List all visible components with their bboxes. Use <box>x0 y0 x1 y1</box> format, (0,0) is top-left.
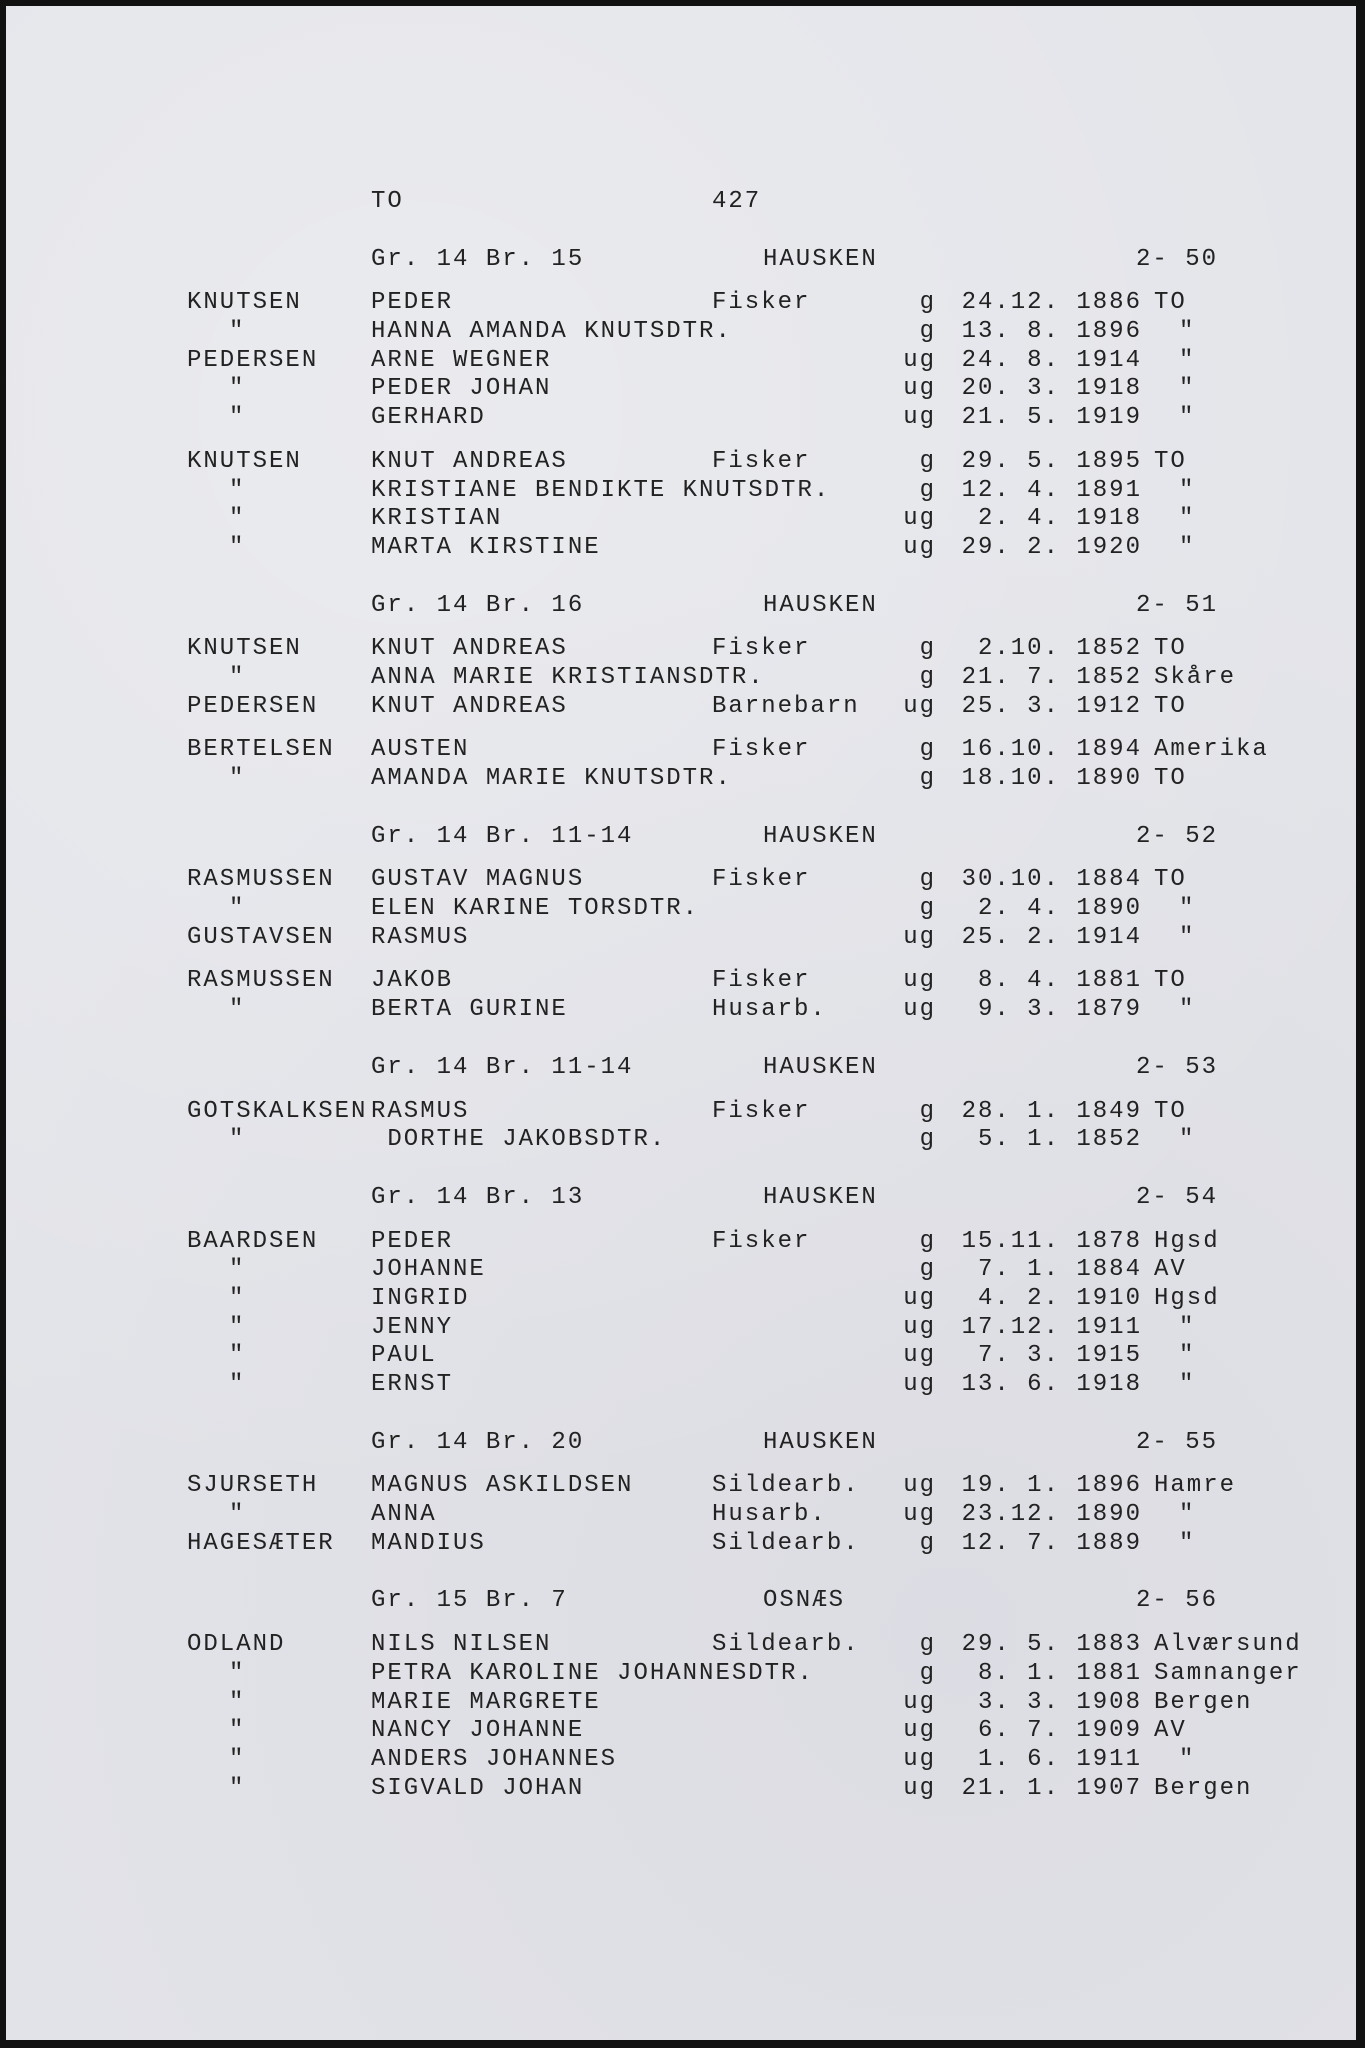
birth-date: 15.11. 1878 <box>961 1227 1142 1255</box>
surname: " <box>229 318 246 346</box>
surname: SJURSETH <box>187 1472 319 1500</box>
farm-number: Gr. 15 Br. 7 <box>371 1587 568 1615</box>
person-row <box>6 1530 1356 1559</box>
group-header <box>6 1429 1356 1458</box>
person-row <box>6 318 1356 347</box>
occupation: Barnebarn <box>712 692 860 720</box>
birth-place: Hgsd <box>1154 1227 1220 1255</box>
given-name: ERNST <box>371 1371 454 1398</box>
person-row <box>6 375 1356 404</box>
birth-place: " <box>1179 1371 1196 1398</box>
marital-status: ug <box>903 346 936 374</box>
birth-place: " <box>1179 1501 1196 1529</box>
surname: " <box>229 1717 246 1745</box>
surname: " <box>229 375 246 403</box>
person-row <box>6 1342 1356 1371</box>
surname: " <box>229 1256 246 1284</box>
birth-date: 25. 3. 1912 <box>961 692 1142 720</box>
given-name: SIGVALD JOHAN <box>371 1774 585 1802</box>
birth-date: 29. 5. 1895 <box>961 447 1142 475</box>
given-name: HANNA AMANDA KNUTSDTR. <box>371 318 732 346</box>
surname: RASMUSSEN <box>187 967 335 995</box>
person-row <box>6 1285 1356 1314</box>
marital-status: ug <box>903 505 936 533</box>
person-row <box>6 1689 1356 1718</box>
given-name: PEDER <box>371 1227 454 1255</box>
surname: GUSTAVSEN <box>187 923 335 951</box>
birth-place: " <box>1179 476 1196 504</box>
given-name: NILS NILSEN <box>371 1631 552 1659</box>
surname: KNUTSEN <box>187 447 302 475</box>
person-row <box>6 1746 1356 1775</box>
person-row <box>6 347 1356 376</box>
birth-date: 18.10. 1890 <box>961 765 1142 792</box>
farm-number: Gr. 14 Br. 20 <box>371 1428 585 1456</box>
occupation: Fisker <box>712 736 811 764</box>
marital-status: ug <box>903 1717 936 1745</box>
marital-status: g <box>919 663 936 691</box>
household-code: 2- 53 <box>1136 1053 1219 1081</box>
person-row <box>6 1256 1356 1285</box>
occupation: Fisker <box>712 289 811 317</box>
household-code: 2- 55 <box>1136 1428 1219 1456</box>
household-group <box>6 1054 1356 1155</box>
given-name: ARNE WEGNER <box>371 346 552 374</box>
birth-date: 8. 1. 1881 <box>961 1659 1142 1687</box>
given-name: KNUT ANDREAS <box>371 447 568 475</box>
household-code: 2- 56 <box>1136 1587 1219 1615</box>
birth-place: TO <box>1154 765 1187 792</box>
occupation: Sildearb. <box>712 1472 860 1500</box>
surname: " <box>229 1659 246 1687</box>
group-header <box>6 823 1356 852</box>
person-row <box>6 1228 1356 1257</box>
birth-place: Samnanger <box>1154 1659 1302 1687</box>
given-name: GUSTAV MAGNUS <box>371 866 585 894</box>
birth-place: AV <box>1154 1256 1187 1284</box>
person-row <box>6 693 1356 722</box>
occupation: Fisker <box>712 866 811 894</box>
birth-date: 24. 8. 1914 <box>961 346 1142 374</box>
birth-place: " <box>1179 404 1196 432</box>
given-name: KNUT ANDREAS <box>371 692 568 720</box>
given-name: PEDER <box>371 289 454 317</box>
group-header <box>6 246 1356 275</box>
birth-date: 28. 1. 1849 <box>961 1097 1142 1125</box>
surname: " <box>229 1774 246 1802</box>
birth-place: Hgsd <box>1154 1284 1220 1312</box>
occupation: Fisker <box>712 1097 811 1125</box>
farm-number: Gr. 14 Br. 11-14 <box>371 822 634 850</box>
given-name: JAKOB <box>371 967 454 995</box>
marital-status: g <box>919 895 936 923</box>
family-block <box>6 635 1356 721</box>
surname: PEDERSEN <box>187 692 319 720</box>
birth-date: 6. 7. 1909 <box>961 1717 1142 1745</box>
person-row <box>6 1501 1356 1530</box>
surname: " <box>229 533 246 561</box>
page-header <box>6 188 1356 217</box>
family-block <box>6 1228 1356 1400</box>
person-row <box>6 1098 1356 1127</box>
given-name: JENNY <box>371 1313 454 1341</box>
marital-status: g <box>919 765 936 792</box>
birth-date: 13. 6. 1918 <box>961 1371 1142 1398</box>
occupation: Fisker <box>712 447 811 475</box>
given-name: KNUT ANDREAS <box>371 635 568 663</box>
page-header-parish: TO <box>371 188 404 215</box>
birth-date: 16.10. 1894 <box>961 736 1142 764</box>
birth-place: Bergen <box>1154 1688 1253 1716</box>
group-header <box>6 1587 1356 1616</box>
farm-number: Gr. 14 Br. 13 <box>371 1183 585 1211</box>
farm-number: Gr. 14 Br. 16 <box>371 591 585 619</box>
given-name: ANNA MARIE KRISTIANSDTR. <box>371 663 765 691</box>
person-row <box>6 924 1356 953</box>
birth-place: " <box>1179 996 1196 1024</box>
household-group <box>6 1429 1356 1559</box>
person-row <box>6 765 1356 794</box>
person-row <box>6 404 1356 433</box>
household-code: 2- 54 <box>1136 1183 1219 1211</box>
person-row <box>6 1775 1356 1804</box>
birth-date: 13. 8. 1896 <box>961 318 1142 346</box>
marital-status: ug <box>903 996 936 1024</box>
given-name: MAGNUS ASKILDSEN <box>371 1472 634 1500</box>
birth-place: AV <box>1154 1717 1187 1745</box>
farm-name: HAUSKEN <box>763 245 878 273</box>
surname: " <box>229 1342 246 1370</box>
surname: " <box>229 1126 246 1154</box>
marital-status: ug <box>903 375 936 403</box>
person-row <box>6 1660 1356 1689</box>
birth-date: 29. 2. 1920 <box>961 533 1142 561</box>
given-name: RASMUS <box>371 1097 470 1125</box>
person-row <box>6 505 1356 534</box>
marital-status: g <box>919 1256 936 1284</box>
surname: " <box>229 1284 246 1312</box>
marital-status: g <box>919 476 936 504</box>
household-group <box>6 1184 1356 1400</box>
marital-status: g <box>919 1097 936 1125</box>
person-row <box>6 289 1356 318</box>
marital-status: ug <box>903 1342 936 1370</box>
birth-place: " <box>1179 533 1196 561</box>
birth-place: " <box>1179 505 1196 533</box>
birth-place: Bergen <box>1154 1774 1253 1802</box>
birth-place: " <box>1179 318 1196 346</box>
scanned-page <box>6 6 1356 2040</box>
given-name: AMANDA MARIE KNUTSDTR. <box>371 765 732 792</box>
marital-status: ug <box>903 1371 936 1398</box>
birth-date: 24.12. 1886 <box>961 289 1142 317</box>
marital-status: g <box>919 1631 936 1659</box>
person-row <box>6 1126 1356 1155</box>
person-row <box>6 635 1356 664</box>
birth-place: " <box>1179 1529 1196 1557</box>
surname: " <box>229 895 246 923</box>
person-row <box>6 664 1356 693</box>
given-name: ANNA <box>371 1501 437 1529</box>
birth-date: 21. 5. 1919 <box>961 404 1142 432</box>
person-row <box>6 866 1356 895</box>
family-block <box>6 448 1356 563</box>
marital-status: g <box>919 289 936 317</box>
occupation: Husarb. <box>712 996 827 1024</box>
farm-name: HAUSKEN <box>763 1053 878 1081</box>
birth-date: 25. 2. 1914 <box>961 923 1142 951</box>
birth-date: 2. 4. 1918 <box>961 505 1142 533</box>
birth-place: TO <box>1154 1097 1187 1125</box>
person-row <box>6 996 1356 1025</box>
birth-date: 21. 1. 1907 <box>961 1774 1142 1802</box>
birth-place: Alværsund <box>1154 1631 1302 1659</box>
person-row <box>6 895 1356 924</box>
surname: BAARDSEN <box>187 1227 319 1255</box>
family-block <box>6 289 1356 432</box>
group-header <box>6 1054 1356 1083</box>
given-name: NANCY JOHANNE <box>371 1717 585 1745</box>
person-row <box>6 736 1356 765</box>
surname: " <box>229 404 246 432</box>
birth-place: TO <box>1154 635 1187 663</box>
birth-date: 5. 1. 1852 <box>961 1126 1142 1154</box>
surname: RASMUSSEN <box>187 866 335 894</box>
given-name: ANDERS JOHANNES <box>371 1745 618 1773</box>
marital-status: g <box>919 1529 936 1557</box>
given-name: INGRID <box>371 1284 470 1312</box>
given-name: MARIE MARGRETE <box>371 1688 601 1716</box>
family-block <box>6 1631 1356 1803</box>
given-name: AUSTEN <box>371 736 470 764</box>
person-row <box>6 1472 1356 1501</box>
birth-date: 29. 5. 1883 <box>961 1631 1142 1659</box>
marital-status: ug <box>903 1472 936 1500</box>
marital-status: g <box>919 447 936 475</box>
given-name: DORTHE JAKOBSDTR. <box>371 1126 667 1154</box>
birth-place: " <box>1179 923 1196 951</box>
surname: KNUTSEN <box>187 289 302 317</box>
birth-date: 2. 4. 1890 <box>961 895 1142 923</box>
household-group <box>6 823 1356 1025</box>
occupation: Fisker <box>712 635 811 663</box>
surname: " <box>229 1371 246 1398</box>
birth-place: Amerika <box>1154 736 1269 764</box>
surname: BERTELSEN <box>187 736 335 764</box>
farm-name: HAUSKEN <box>763 1183 878 1211</box>
birth-date: 9. 3. 1879 <box>961 996 1142 1024</box>
birth-place: " <box>1179 375 1196 403</box>
person-row <box>6 1717 1356 1746</box>
marital-status: ug <box>903 1284 936 1312</box>
marital-status: g <box>919 736 936 764</box>
person-row <box>6 1631 1356 1660</box>
birth-place: " <box>1179 346 1196 374</box>
surname: " <box>229 1745 246 1773</box>
given-name: JOHANNE <box>371 1256 486 1284</box>
farm-name: HAUSKEN <box>763 591 878 619</box>
household-group <box>6 592 1356 794</box>
register-sheet <box>6 188 1356 1803</box>
person-row <box>6 448 1356 477</box>
person-row <box>6 477 1356 506</box>
marital-status: g <box>919 1659 936 1687</box>
surname: PEDERSEN <box>187 346 319 374</box>
person-row <box>6 1314 1356 1343</box>
birth-place: " <box>1179 1342 1196 1370</box>
marital-status: g <box>919 1227 936 1255</box>
occupation: Sildearb. <box>712 1631 860 1659</box>
birth-date: 8. 4. 1881 <box>961 967 1142 995</box>
birth-date: 12. 4. 1891 <box>961 476 1142 504</box>
farm-name: HAUSKEN <box>763 822 878 850</box>
farm-name: HAUSKEN <box>763 1428 878 1456</box>
household-group <box>6 1587 1356 1803</box>
marital-status: ug <box>903 404 936 432</box>
family-block <box>6 967 1356 1024</box>
given-name: ELEN KARINE TORSDTR. <box>371 895 700 923</box>
given-name: MANDIUS <box>371 1529 486 1557</box>
surname: " <box>229 505 246 533</box>
birth-place: TO <box>1154 967 1187 995</box>
birth-place: TO <box>1154 447 1187 475</box>
marital-status: ug <box>903 533 936 561</box>
birth-date: 7. 1. 1884 <box>961 1256 1142 1284</box>
given-name: BERTA GURINE <box>371 996 568 1024</box>
person-row <box>6 534 1356 563</box>
family-block <box>6 736 1356 793</box>
household-code: 2- 52 <box>1136 822 1219 850</box>
occupation: Fisker <box>712 1227 811 1255</box>
birth-place: Skåre <box>1154 663 1237 691</box>
surname: " <box>229 663 246 691</box>
birth-date: 1. 6. 1911 <box>961 1745 1142 1773</box>
birth-date: 21. 7. 1852 <box>961 663 1142 691</box>
surname: " <box>229 1501 246 1529</box>
marital-status: g <box>919 1126 936 1154</box>
group-header <box>6 592 1356 621</box>
marital-status: ug <box>903 1745 936 1773</box>
birth-place: TO <box>1154 866 1187 894</box>
marital-status: ug <box>903 1774 936 1802</box>
birth-date: 12. 7. 1889 <box>961 1529 1142 1557</box>
surname: ODLAND <box>187 1631 286 1659</box>
surname: " <box>229 765 246 792</box>
family-block <box>6 1098 1356 1155</box>
farm-name: OSNÆS <box>763 1587 846 1615</box>
birth-date: 2.10. 1852 <box>961 635 1142 663</box>
group-header <box>6 1184 1356 1213</box>
birth-date: 30.10. 1884 <box>961 866 1142 894</box>
birth-date: 20. 3. 1918 <box>961 375 1142 403</box>
birth-place: TO <box>1154 692 1187 720</box>
household-code: 2- 50 <box>1136 245 1219 273</box>
given-name: KRISTIAN <box>371 505 503 533</box>
surname: HAGESÆTER <box>187 1529 335 1557</box>
page-number: 427 <box>712 188 762 215</box>
surname: " <box>229 1688 246 1716</box>
birth-date: 4. 2. 1910 <box>961 1284 1142 1312</box>
family-block <box>6 1472 1356 1558</box>
marital-status: g <box>919 318 936 346</box>
given-name: PAUL <box>371 1342 437 1370</box>
person-row <box>6 967 1356 996</box>
occupation: Fisker <box>712 967 811 995</box>
marital-status: ug <box>903 1688 936 1716</box>
birth-date: 3. 3. 1908 <box>961 1688 1142 1716</box>
marital-status: g <box>919 635 936 663</box>
birth-place: TO <box>1154 289 1187 317</box>
surname: " <box>229 996 246 1024</box>
given-name: PEDER JOHAN <box>371 375 552 403</box>
marital-status: ug <box>903 1313 936 1341</box>
marital-status: ug <box>903 967 936 995</box>
surname: " <box>229 476 246 504</box>
occupation: Husarb. <box>712 1501 827 1529</box>
birth-date: 23.12. 1890 <box>961 1501 1142 1529</box>
marital-status: ug <box>903 692 936 720</box>
birth-place: Hamre <box>1154 1472 1237 1500</box>
farm-number: Gr. 14 Br. 15 <box>371 245 585 273</box>
person-row <box>6 1371 1356 1400</box>
given-name: KRISTIANE BENDIKTE KNUTSDTR. <box>371 476 831 504</box>
given-name: MARTA KIRSTINE <box>371 533 601 561</box>
given-name: PETRA KAROLINE JOHANNESDTR. <box>371 1659 814 1687</box>
surname: " <box>229 1313 246 1341</box>
surname: KNUTSEN <box>187 635 302 663</box>
household-code: 2- 51 <box>1136 591 1219 619</box>
marital-status: ug <box>903 923 936 951</box>
birth-place: " <box>1179 1745 1196 1773</box>
household-group <box>6 246 1356 563</box>
occupation: Sildearb. <box>712 1529 860 1557</box>
farm-number: Gr. 14 Br. 11-14 <box>371 1053 634 1081</box>
birth-date: 19. 1. 1896 <box>961 1472 1142 1500</box>
birth-date: 7. 3. 1915 <box>961 1342 1142 1370</box>
birth-place: " <box>1179 895 1196 923</box>
birth-date: 17.12. 1911 <box>961 1313 1142 1341</box>
given-name: GERHARD <box>371 404 486 432</box>
surname: GOTSKALKSEN <box>187 1097 368 1125</box>
family-block <box>6 866 1356 952</box>
marital-status: ug <box>903 1501 936 1529</box>
birth-place: " <box>1179 1313 1196 1341</box>
birth-place: " <box>1179 1126 1196 1154</box>
marital-status: g <box>919 866 936 894</box>
given-name: RASMUS <box>371 923 470 951</box>
